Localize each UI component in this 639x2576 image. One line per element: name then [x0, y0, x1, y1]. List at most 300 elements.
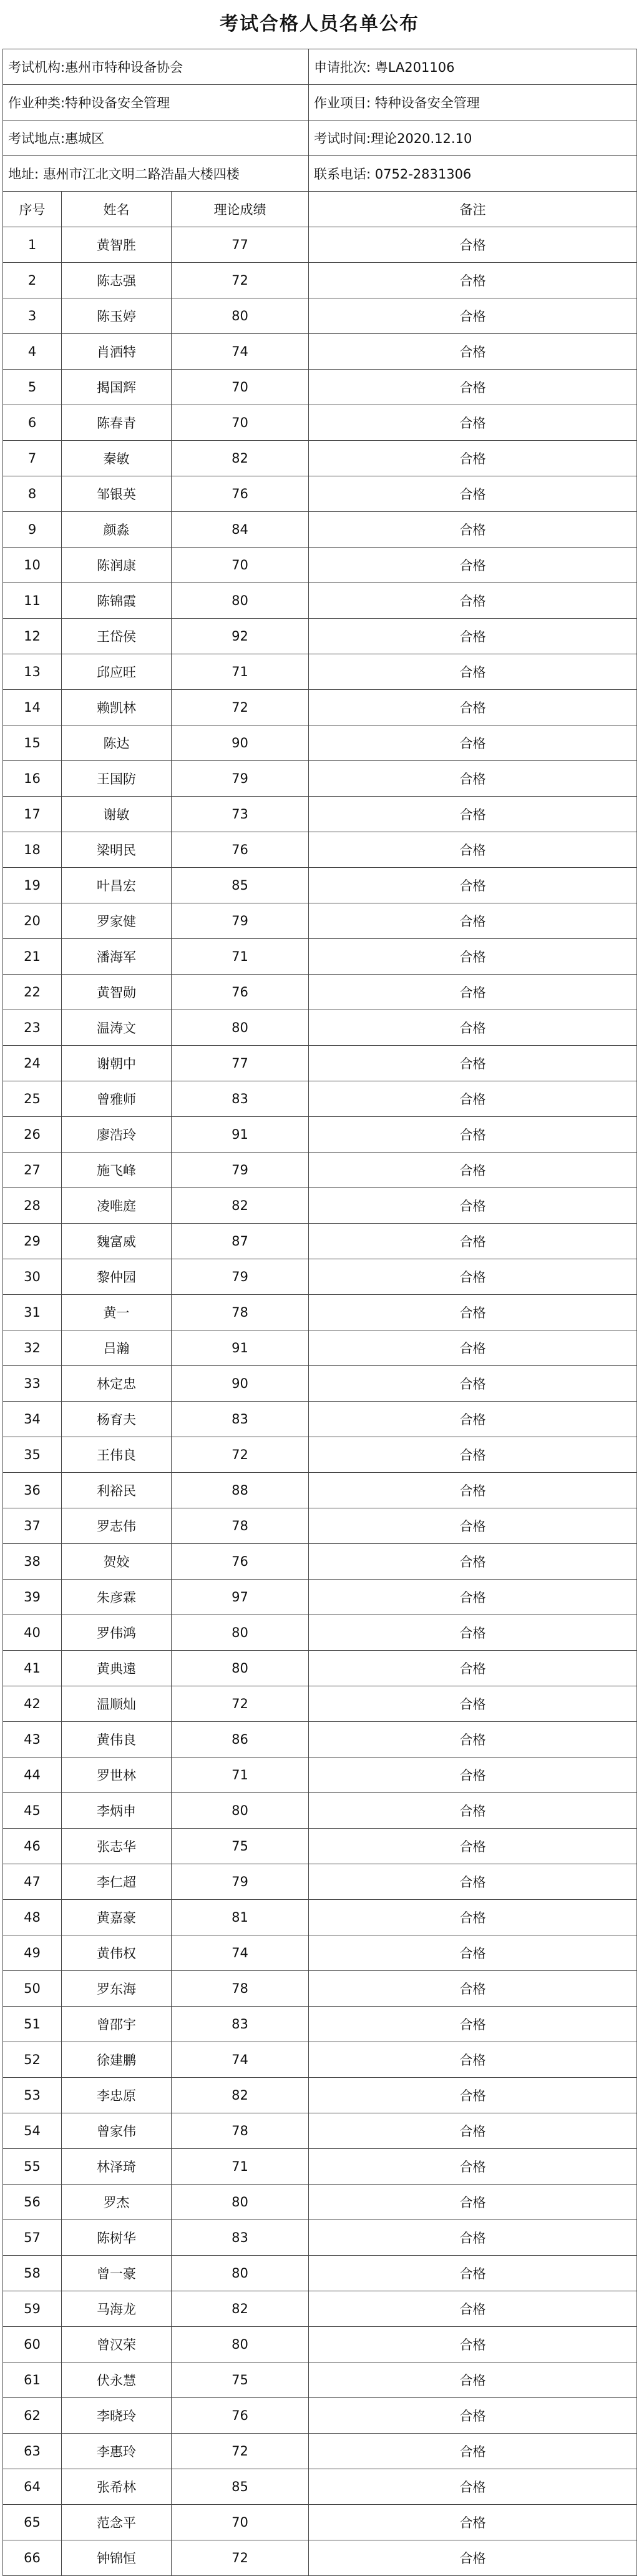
cell-no: 42	[3, 1686, 62, 1722]
table-row	[3, 1437, 637, 1473]
cell-score: 80	[172, 2327, 309, 2362]
table-row	[3, 548, 637, 583]
cell-name: 谢敏	[62, 797, 172, 832]
cell-remark: 合格	[309, 2362, 637, 2398]
table-row	[3, 2078, 637, 2113]
table-row	[3, 441, 637, 476]
cell-name: 黄嘉豪	[62, 1900, 172, 1935]
cell-score: 78	[172, 1971, 309, 2007]
cell-name: 黎仲园	[62, 1259, 172, 1295]
info-work-type: 作业种类:特种设备安全管理	[3, 85, 309, 120]
cell-score: 76	[172, 2398, 309, 2434]
info-exam-time: 考试时间:理论2020.12.10	[309, 120, 637, 156]
cell-remark: 合格	[309, 1829, 637, 1864]
cell-remark: 合格	[309, 1580, 637, 1615]
cell-name: 朱彦霖	[62, 1580, 172, 1615]
cell-score: 74	[172, 1935, 309, 1971]
cell-remark: 合格	[309, 1295, 637, 1330]
cell-name: 揭国辉	[62, 370, 172, 405]
table-row	[3, 1402, 637, 1437]
cell-no: 62	[3, 2398, 62, 2434]
cell-score: 81	[172, 1900, 309, 1935]
cell-no: 56	[3, 2185, 62, 2220]
cell-name: 李惠玲	[62, 2434, 172, 2469]
cell-no: 54	[3, 2113, 62, 2149]
cell-remark: 合格	[309, 1508, 637, 1544]
cell-name: 梁明民	[62, 832, 172, 868]
cell-score: 78	[172, 1508, 309, 1544]
cell-name: 陈志强	[62, 263, 172, 298]
cell-name: 陈春青	[62, 405, 172, 441]
cell-score: 72	[172, 690, 309, 725]
cell-score: 82	[172, 2078, 309, 2113]
cell-remark: 合格	[309, 2540, 637, 2576]
cell-remark: 合格	[309, 298, 637, 334]
cell-no: 35	[3, 1437, 62, 1473]
cell-score: 75	[172, 2362, 309, 2398]
cell-remark: 合格	[309, 334, 637, 370]
cell-no: 13	[3, 654, 62, 690]
cell-score: 70	[172, 370, 309, 405]
cell-name: 曾汉荣	[62, 2327, 172, 2362]
cell-score: 78	[172, 1295, 309, 1330]
cell-score: 79	[172, 1259, 309, 1295]
table-row	[3, 2434, 637, 2469]
table-row	[3, 2327, 637, 2362]
cell-no: 43	[3, 1722, 62, 1757]
table-row	[3, 2469, 637, 2505]
cell-remark: 合格	[309, 1793, 637, 1829]
table-row	[3, 2540, 637, 2576]
cell-remark: 合格	[309, 548, 637, 583]
table-header-row	[3, 192, 637, 227]
cell-score: 82	[172, 441, 309, 476]
table-row	[3, 1330, 637, 1366]
cell-remark: 合格	[309, 654, 637, 690]
cell-remark: 合格	[309, 1010, 637, 1046]
table-row	[3, 1259, 637, 1295]
table-row	[3, 476, 637, 512]
cell-name: 廖浩玲	[62, 1117, 172, 1153]
page-title: 考试合格人员名单公布	[220, 13, 419, 35]
cell-no: 17	[3, 797, 62, 832]
table-row	[3, 405, 637, 441]
cell-score: 75	[172, 1829, 309, 1864]
cell-no: 10	[3, 548, 62, 583]
cell-no: 19	[3, 868, 62, 903]
cell-score: 79	[172, 1153, 309, 1188]
table-row	[3, 2362, 637, 2398]
cell-no: 8	[3, 476, 62, 512]
table-row	[3, 1117, 637, 1153]
cell-remark: 合格	[309, 512, 637, 548]
cell-no: 45	[3, 1793, 62, 1829]
cell-score: 80	[172, 298, 309, 334]
cell-score: 92	[172, 619, 309, 654]
table-row	[3, 263, 637, 298]
cell-remark: 合格	[309, 1757, 637, 1793]
table-row	[3, 512, 637, 548]
cell-score: 72	[172, 2540, 309, 2576]
cell-no: 44	[3, 1757, 62, 1793]
cell-no: 40	[3, 1615, 62, 1651]
cell-name: 王国防	[62, 761, 172, 797]
cell-score: 71	[172, 939, 309, 975]
cell-no: 46	[3, 1829, 62, 1864]
cell-name: 伏永慧	[62, 2362, 172, 2398]
table-row	[3, 227, 637, 263]
cell-no: 47	[3, 1864, 62, 1900]
cell-remark: 合格	[309, 2149, 637, 2185]
table-row	[3, 2185, 637, 2220]
cell-no: 14	[3, 690, 62, 725]
cell-score: 80	[172, 1651, 309, 1686]
cell-no: 5	[3, 370, 62, 405]
table-row	[3, 1900, 637, 1935]
cell-no: 51	[3, 2007, 62, 2042]
cell-name: 叶昌宏	[62, 868, 172, 903]
table-row	[3, 939, 637, 975]
cell-score: 90	[172, 725, 309, 761]
cell-score: 77	[172, 227, 309, 263]
cell-no: 2	[3, 263, 62, 298]
cell-score: 71	[172, 2149, 309, 2185]
cell-no: 39	[3, 1580, 62, 1615]
cell-remark: 合格	[309, 690, 637, 725]
cell-remark: 合格	[309, 939, 637, 975]
cell-score: 72	[172, 1686, 309, 1722]
table-row	[3, 1864, 637, 1900]
table-row	[3, 725, 637, 761]
info-row	[3, 49, 637, 85]
table-row	[3, 298, 637, 334]
cell-score: 83	[172, 1402, 309, 1437]
table-row	[3, 619, 637, 654]
table-row	[3, 2256, 637, 2291]
cell-name: 杨育夫	[62, 1402, 172, 1437]
cell-score: 76	[172, 476, 309, 512]
cell-no: 64	[3, 2469, 62, 2505]
table-row	[3, 1046, 637, 1081]
cell-score: 71	[172, 654, 309, 690]
cell-remark: 合格	[309, 1935, 637, 1971]
cell-no: 59	[3, 2291, 62, 2327]
info-exam-location: 考试地点:惠城区	[3, 120, 309, 156]
table-row	[3, 690, 637, 725]
cell-name: 陈玉婷	[62, 298, 172, 334]
table-row	[3, 903, 637, 939]
cell-no: 27	[3, 1153, 62, 1188]
cell-remark: 合格	[309, 2398, 637, 2434]
table-row	[3, 1971, 637, 2007]
cell-score: 97	[172, 1580, 309, 1615]
cell-name: 张希林	[62, 2469, 172, 2505]
cell-remark: 合格	[309, 1651, 637, 1686]
cell-name: 陈锦霞	[62, 583, 172, 619]
table-row	[3, 2291, 637, 2327]
cell-name: 罗杰	[62, 2185, 172, 2220]
info-phone: 联系电话: 0752-2831306	[309, 156, 637, 192]
cell-score: 70	[172, 548, 309, 583]
cell-remark: 合格	[309, 441, 637, 476]
cell-no: 57	[3, 2220, 62, 2256]
table-row	[3, 1722, 637, 1757]
cell-no: 4	[3, 334, 62, 370]
info-row	[3, 85, 637, 120]
cell-score: 85	[172, 868, 309, 903]
cell-name: 罗东海	[62, 1971, 172, 2007]
cell-name: 邱应旺	[62, 654, 172, 690]
table-row	[3, 1935, 637, 1971]
cell-name: 曾雅师	[62, 1081, 172, 1117]
cell-remark: 合格	[309, 1971, 637, 2007]
cell-no: 31	[3, 1295, 62, 1330]
cell-score: 71	[172, 1757, 309, 1793]
table-row	[3, 1473, 637, 1508]
cell-remark: 合格	[309, 1615, 637, 1651]
table-row	[3, 1153, 637, 1188]
table-row	[3, 654, 637, 690]
cell-no: 61	[3, 2362, 62, 2398]
cell-remark: 合格	[309, 1722, 637, 1757]
table-row	[3, 2007, 637, 2042]
column-header-score: 理论成绩	[172, 192, 309, 227]
cell-name: 林泽琦	[62, 2149, 172, 2185]
cell-remark: 合格	[309, 370, 637, 405]
cell-no: 55	[3, 2149, 62, 2185]
cell-remark: 合格	[309, 1473, 637, 1508]
table-row	[3, 2505, 637, 2540]
cell-no: 36	[3, 1473, 62, 1508]
cell-no: 29	[3, 1224, 62, 1259]
cell-remark: 合格	[309, 975, 637, 1010]
cell-score: 72	[172, 263, 309, 298]
cell-remark: 合格	[309, 1686, 637, 1722]
cell-name: 黄智勋	[62, 975, 172, 1010]
cell-no: 50	[3, 1971, 62, 2007]
cell-no: 41	[3, 1651, 62, 1686]
cell-remark: 合格	[309, 1224, 637, 1259]
cell-no: 65	[3, 2505, 62, 2540]
cell-remark: 合格	[309, 1188, 637, 1224]
table-row	[3, 1615, 637, 1651]
cell-remark: 合格	[309, 476, 637, 512]
results-table	[2, 49, 637, 2576]
cell-name: 谢朝中	[62, 1046, 172, 1081]
cell-name: 吕瀚	[62, 1330, 172, 1366]
table-row	[3, 1829, 637, 1864]
cell-no: 20	[3, 903, 62, 939]
cell-no: 33	[3, 1366, 62, 1402]
table-row	[3, 832, 637, 868]
cell-name: 温顺灿	[62, 1686, 172, 1722]
cell-name: 罗家健	[62, 903, 172, 939]
cell-score: 79	[172, 1864, 309, 1900]
table-row	[3, 1508, 637, 1544]
table-row	[3, 2113, 637, 2149]
cell-score: 82	[172, 1188, 309, 1224]
cell-name: 曾邵宇	[62, 2007, 172, 2042]
cell-remark: 合格	[309, 2434, 637, 2469]
cell-score: 84	[172, 512, 309, 548]
cell-name: 张志华	[62, 1829, 172, 1864]
cell-name: 黄智胜	[62, 227, 172, 263]
cell-no: 24	[3, 1046, 62, 1081]
table-row	[3, 1580, 637, 1615]
info-work-item: 作业项目: 特种设备安全管理	[309, 85, 637, 120]
cell-remark: 合格	[309, 868, 637, 903]
table-row	[3, 2042, 637, 2078]
table-row	[3, 1686, 637, 1722]
cell-remark: 合格	[309, 2007, 637, 2042]
cell-name: 曾一豪	[62, 2256, 172, 2291]
cell-score: 87	[172, 1224, 309, 1259]
cell-name: 李仁超	[62, 1864, 172, 1900]
cell-score: 76	[172, 975, 309, 1010]
info-batch: 申请批次: 粤LA201106	[309, 49, 637, 85]
cell-name: 黄伟良	[62, 1722, 172, 1757]
cell-no: 15	[3, 725, 62, 761]
cell-score: 74	[172, 334, 309, 370]
cell-remark: 合格	[309, 2256, 637, 2291]
cell-no: 3	[3, 298, 62, 334]
table-row	[3, 1188, 637, 1224]
cell-remark: 合格	[309, 2113, 637, 2149]
column-header-no: 序号	[3, 192, 62, 227]
cell-name: 施飞峰	[62, 1153, 172, 1188]
cell-no: 22	[3, 975, 62, 1010]
table-row	[3, 975, 637, 1010]
cell-no: 66	[3, 2540, 62, 2576]
cell-name: 秦敏	[62, 441, 172, 476]
table-row	[3, 1757, 637, 1793]
cell-no: 37	[3, 1508, 62, 1544]
cell-no: 53	[3, 2078, 62, 2113]
cell-score: 90	[172, 1366, 309, 1402]
cell-name: 范念平	[62, 2505, 172, 2540]
cell-remark: 合格	[309, 1402, 637, 1437]
cell-name: 王伟良	[62, 1437, 172, 1473]
cell-remark: 合格	[309, 583, 637, 619]
cell-no: 11	[3, 583, 62, 619]
table-row	[3, 1295, 637, 1330]
cell-name: 陈达	[62, 725, 172, 761]
cell-name: 马海龙	[62, 2291, 172, 2327]
cell-remark: 合格	[309, 1900, 637, 1935]
cell-no: 12	[3, 619, 62, 654]
cell-no: 25	[3, 1081, 62, 1117]
cell-name: 颜淼	[62, 512, 172, 548]
cell-score: 79	[172, 903, 309, 939]
cell-no: 18	[3, 832, 62, 868]
table-row	[3, 1793, 637, 1829]
cell-name: 凌唯庭	[62, 1188, 172, 1224]
cell-remark: 合格	[309, 761, 637, 797]
cell-remark: 合格	[309, 832, 637, 868]
cell-name: 李忠原	[62, 2078, 172, 2113]
cell-remark: 合格	[309, 1081, 637, 1117]
table-row	[3, 1224, 637, 1259]
cell-name: 李炳申	[62, 1793, 172, 1829]
cell-score: 80	[172, 2256, 309, 2291]
cell-remark: 合格	[309, 405, 637, 441]
cell-name: 钟锦恒	[62, 2540, 172, 2576]
cell-name: 利裕民	[62, 1473, 172, 1508]
cell-score: 80	[172, 1793, 309, 1829]
cell-remark: 合格	[309, 797, 637, 832]
cell-no: 23	[3, 1010, 62, 1046]
cell-score: 76	[172, 1544, 309, 1580]
cell-no: 52	[3, 2042, 62, 2078]
table-row	[3, 868, 637, 903]
cell-no: 26	[3, 1117, 62, 1153]
cell-score: 83	[172, 2007, 309, 2042]
table-row	[3, 370, 637, 405]
cell-score: 80	[172, 583, 309, 619]
cell-name: 曾家伟	[62, 2113, 172, 2149]
cell-name: 陈树华	[62, 2220, 172, 2256]
cell-remark: 合格	[309, 1437, 637, 1473]
cell-name: 邹银英	[62, 476, 172, 512]
table-row	[3, 2149, 637, 2185]
cell-name: 黄一	[62, 1295, 172, 1330]
cell-remark: 合格	[309, 2469, 637, 2505]
cell-score: 86	[172, 1722, 309, 1757]
cell-no: 30	[3, 1259, 62, 1295]
cell-name: 罗伟鸿	[62, 1615, 172, 1651]
table-row	[3, 1081, 637, 1117]
table-row	[3, 583, 637, 619]
table-row	[3, 334, 637, 370]
cell-remark: 合格	[309, 725, 637, 761]
cell-remark: 合格	[309, 1864, 637, 1900]
cell-name: 黄典遠	[62, 1651, 172, 1686]
cell-score: 91	[172, 1330, 309, 1366]
cell-no: 34	[3, 1402, 62, 1437]
cell-score: 80	[172, 1615, 309, 1651]
table-row	[3, 1651, 637, 1686]
cell-remark: 合格	[309, 1046, 637, 1081]
cell-remark: 合格	[309, 2185, 637, 2220]
cell-no: 16	[3, 761, 62, 797]
cell-name: 潘海军	[62, 939, 172, 975]
cell-name: 陈润康	[62, 548, 172, 583]
table-row	[3, 1366, 637, 1402]
cell-remark: 合格	[309, 227, 637, 263]
cell-remark: 合格	[309, 1117, 637, 1153]
cell-score: 78	[172, 2113, 309, 2149]
cell-no: 49	[3, 1935, 62, 1971]
cell-no: 32	[3, 1330, 62, 1366]
cell-score: 74	[172, 2042, 309, 2078]
cell-remark: 合格	[309, 1153, 637, 1188]
cell-remark: 合格	[309, 2505, 637, 2540]
cell-name: 贺姣	[62, 1544, 172, 1580]
cell-score: 70	[172, 2505, 309, 2540]
cell-remark: 合格	[309, 2220, 637, 2256]
cell-no: 48	[3, 1900, 62, 1935]
cell-score: 80	[172, 2185, 309, 2220]
table-row	[3, 2220, 637, 2256]
info-row	[3, 120, 637, 156]
cell-remark: 合格	[309, 1259, 637, 1295]
cell-score: 82	[172, 2291, 309, 2327]
cell-name: 王岱侯	[62, 619, 172, 654]
cell-no: 7	[3, 441, 62, 476]
cell-remark: 合格	[309, 903, 637, 939]
cell-score: 83	[172, 1081, 309, 1117]
cell-name: 肖洒特	[62, 334, 172, 370]
